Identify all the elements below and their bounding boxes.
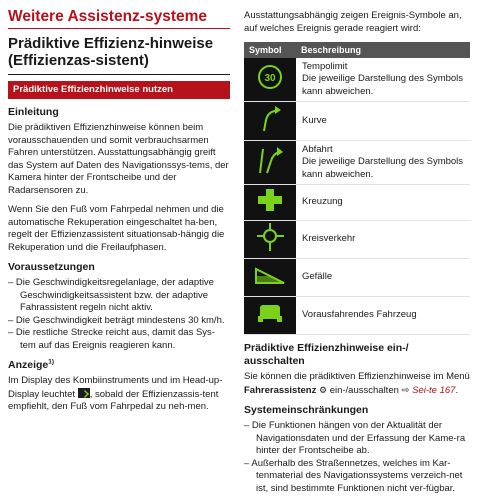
intersection-icon	[244, 185, 296, 215]
table-row	[244, 102, 470, 141]
row-label: Vorausfahrendes Fahrzeug	[302, 309, 417, 321]
row-label: Kreisverkehr	[302, 233, 356, 245]
left-column	[8, 0, 230, 421]
subsection-banner: Prädiktive Effizienzhinweise nutzen	[8, 81, 230, 99]
table-row	[244, 221, 470, 259]
row-label: Gefälle	[302, 271, 333, 283]
einleitung-heading: Einleitung	[8, 106, 59, 118]
table-row	[244, 58, 470, 102]
vehicle-ahead-icon	[244, 297, 296, 329]
list-item: – Die restliche Strecke reicht aus, damit das Sys-tem auf das Ereignis reagieren kann.	[8, 327, 215, 351]
onoff-paragraph: Sie können die prädiktiven Effizienzhinweise im Menü Fahrerassistenz ⚙ ein-/ausschalten ⇨ Sei-te 167.	[244, 371, 470, 396]
exit-icon	[244, 141, 296, 179]
row-label: Kurve	[302, 114, 327, 126]
section-title: Prädiktive Effizienz-hinweise (Effizienzas-sistent)	[8, 35, 230, 75]
right-column	[244, 0, 470, 501]
anzeige-heading: Anzeige$^{1)}$	[8, 358, 55, 371]
menu-name: Fahrerassistenz	[244, 384, 317, 396]
row-label: Kreuzung	[302, 196, 343, 208]
einleitung-paragraph-2: Wenn Sie den Fuß vom Fahrpedal nehmen und die automatische Rekuperation eingeschaltet ha-ben, regelt der Effizienzassistent situationsab-hängig die Rekuperation und die Freilaufphasen.	[8, 204, 225, 253]
chapter-heading: Weitere Assistenz-systeme	[8, 8, 230, 29]
table-row	[244, 185, 470, 221]
row-label: Tempolimit	[302, 60, 348, 72]
limits-heading: Systemeinschränkungen	[244, 404, 369, 416]
column-header-symbol: Symbol	[244, 42, 296, 58]
settings-icon: ⚙	[318, 384, 328, 395]
svg-text:30: 30	[264, 73, 276, 84]
row-note: Die jeweilige Darstellung des Symbols kann abweichen.	[302, 156, 464, 180]
row-note: Die jeweilige Darstellung des Symbols kann abweichen.	[302, 73, 464, 97]
symbol-table	[244, 42, 470, 335]
voraussetzungen-heading: Voraussetzungen	[8, 261, 95, 273]
list-item: – Die Geschwindigkeitsregelanlage, der adaptive Geschwindigkeitsassistent bzw. der adaptive Fahrassistent regeln nicht aktiv.	[8, 277, 214, 313]
slope-icon	[244, 259, 296, 291]
list-item: – Die Geschwindigkeit beträgt mindestens 30 km/h.	[8, 314, 225, 326]
limits-list	[244, 420, 470, 495]
curve-icon	[244, 102, 296, 135]
onoff-heading: Prädiktive Effizienzhinweise ein-/ ausschalten	[244, 342, 409, 367]
symbols-intro: Ausstattungsabhängig zeigen Ereignis-Symbole an, auf welches Ereignis gerade reagiert wird:	[244, 10, 462, 34]
footnote-ref[interactable]: 1)	[48, 358, 55, 366]
voraussetzungen-list	[8, 277, 230, 352]
table-row	[244, 259, 470, 297]
einleitung-paragraph-1: Die prädiktiven Effizienzhinweise können beim vorausschauenden und somit verbrauchsarmen Fahren unterstützen. Ausstattungsabhängig greift das System auf Daten des Navigationssys-tems, der Kamera hinter der Frontscheibe und der Radarsensoren zu.	[8, 122, 229, 196]
list-item: – Außerhalb des Straßennetzes, welches im Kar-tenmaterial des Navigationssystems verzeich-net ist, sind bestimmte Funktionen nicht ver-fügbar.	[244, 457, 463, 494]
roundabout-icon	[244, 221, 296, 253]
anzeige-paragraph: Im Display des Kombiinstruments und im Head-up-Display leuchtet , sobald der Effizienzassis-tent empfiehlt, den Fuß vom Fahrpedal zu neh-men.	[8, 375, 223, 412]
speed-limit-30-icon	[244, 58, 296, 96]
table-row	[244, 297, 470, 335]
list-item: – Die Funktionen hängen von der Aktualität der Navigationsdaten und der Erfassung der Kame-ra hinter der Frontscheibe ab.	[244, 420, 466, 456]
row-label: Abfahrt	[302, 143, 333, 155]
page-reference-link[interactable]: Sei-te 167	[412, 384, 456, 396]
column-header-beschreibung: Beschreibung	[296, 42, 470, 58]
efficiency-hint-icon	[78, 388, 90, 398]
table-row	[244, 141, 470, 185]
